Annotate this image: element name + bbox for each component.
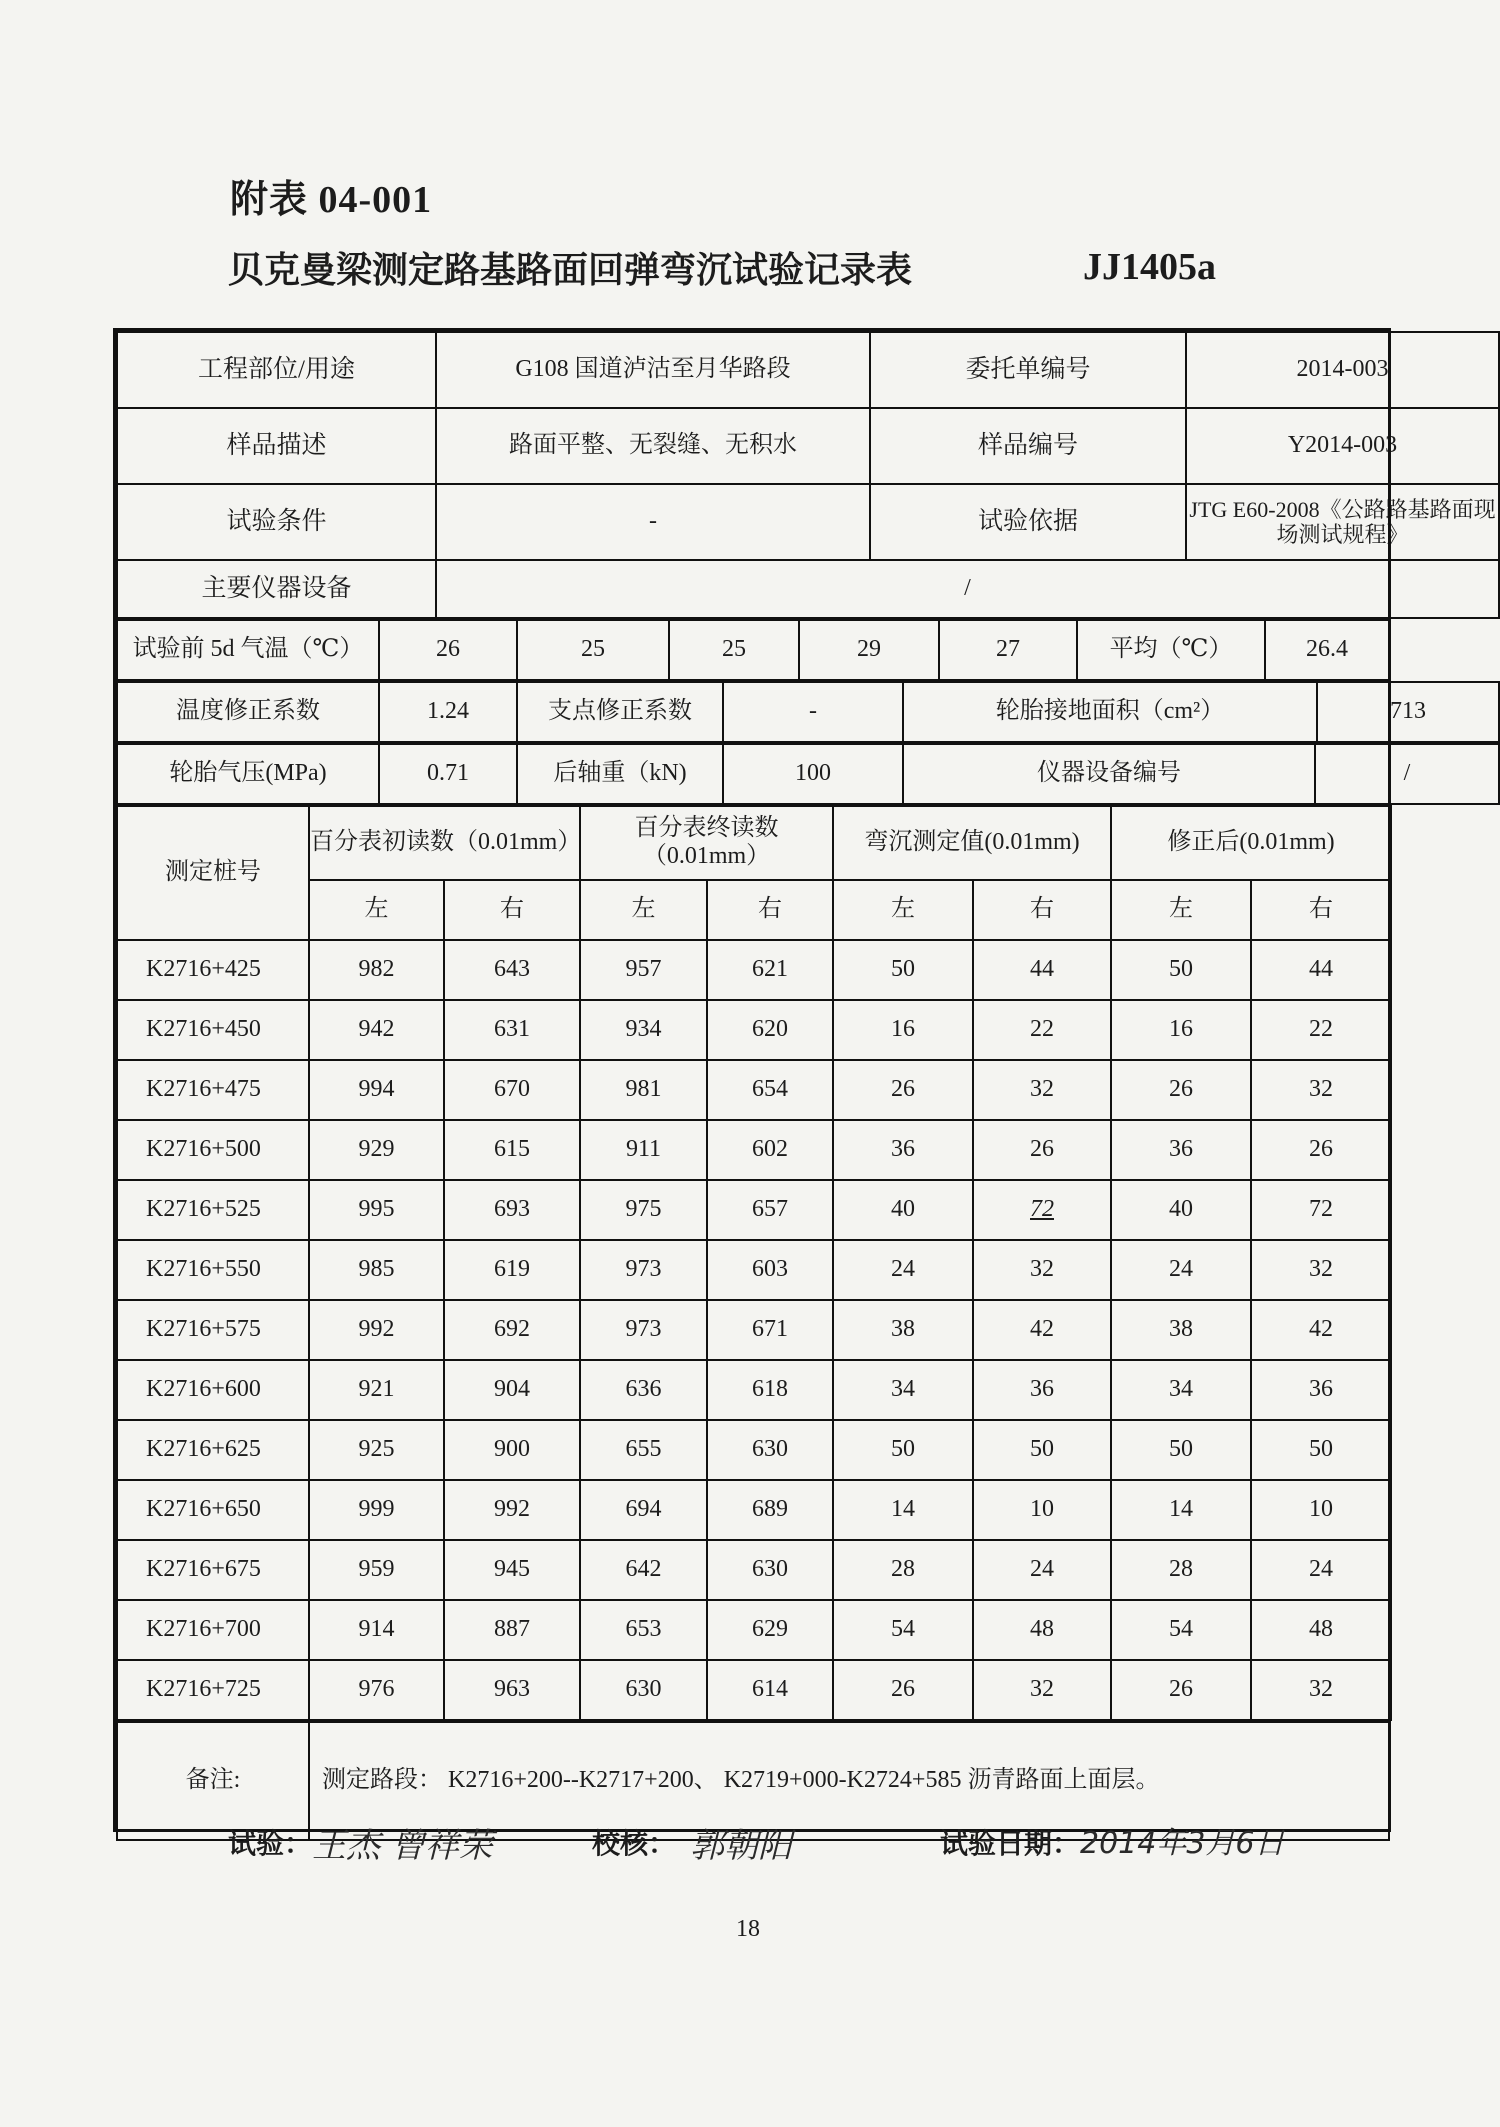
table-row (117, 1000, 1391, 1060)
deflection-left-cell: 36 (833, 1120, 973, 1180)
corrected-right-cell: 10 (1251, 1480, 1391, 1540)
info-row-condition (117, 484, 1499, 560)
coefficient-table (116, 681, 1500, 743)
left-header: 左 (1111, 880, 1251, 940)
initial-left-cell: 995 (309, 1180, 444, 1240)
stake-cell: K2716+475 (117, 1060, 309, 1120)
corrected-left-cell: 38 (1111, 1300, 1251, 1360)
deflection-left-cell: 54 (833, 1600, 973, 1660)
left-header: 左 (580, 880, 707, 940)
stake-cell: K2716+700 (117, 1600, 309, 1660)
document-title: 贝克曼梁测定路基路面回弹弯沉试验记录表 (228, 250, 913, 290)
corrected-right-cell: 24 (1251, 1540, 1391, 1600)
initial-right-cell: 992 (444, 1480, 580, 1540)
deflection-left-cell: 50 (833, 940, 973, 1000)
tire-pressure-value: 0.71 (379, 744, 517, 804)
avg-label: 平均（℃） (1077, 620, 1265, 680)
stake-cell: K2716+650 (117, 1480, 309, 1540)
final-left-cell: 957 (580, 940, 707, 1000)
support-coef-label: 支点修正系数 (517, 682, 723, 742)
deflection-right-cell: 42 (973, 1300, 1111, 1360)
deflection-right-cell: 48 (973, 1600, 1111, 1660)
deflection-right-cell: 26 (973, 1120, 1111, 1180)
deflection-left-cell: 26 (833, 1660, 973, 1720)
deflection-right-cell: 36 (973, 1360, 1111, 1420)
test-date: 2014年3月6日 (1080, 1826, 1285, 1861)
deflection-right-cell: 32 (973, 1660, 1111, 1720)
tire-pressure-label: 轮胎气压(MPa) (117, 744, 379, 804)
table-row (117, 1540, 1391, 1600)
temp-day-4: 29 (799, 620, 939, 680)
sample-desc-label: 样品描述 (117, 408, 436, 484)
corrected-right-cell: 42 (1251, 1300, 1391, 1360)
initial-reading-header: 百分表初读数（0.01mm） (309, 806, 580, 880)
right-header: 右 (1251, 880, 1391, 940)
temp-label: 试验前 5d 气温（℃） (117, 620, 379, 680)
final-left-cell: 636 (580, 1360, 707, 1420)
checker-signature: 郭朝阳 (690, 1826, 792, 1866)
condition-value: - (436, 484, 870, 560)
final-right-cell: 629 (707, 1600, 833, 1660)
corrected-right-cell: 44 (1251, 940, 1391, 1000)
initial-left-cell: 921 (309, 1360, 444, 1420)
corrected-header: 修正后(0.01mm) (1111, 806, 1391, 880)
tire-area-value: 713 (1317, 682, 1499, 742)
table-row (117, 1420, 1391, 1480)
deflection-left-cell: 38 (833, 1300, 973, 1360)
entrust-value: 2014-003 (1186, 332, 1499, 408)
final-left-cell: 981 (580, 1060, 707, 1120)
corrected-right-cell: 32 (1251, 1060, 1391, 1120)
deflection-header: 弯沉测定值(0.01mm) (833, 806, 1111, 880)
corrected-right-cell: 32 (1251, 1240, 1391, 1300)
corrected-right-cell: 48 (1251, 1600, 1391, 1660)
initial-left-cell: 929 (309, 1120, 444, 1180)
final-right-cell: 603 (707, 1240, 833, 1300)
final-right-cell: 630 (707, 1420, 833, 1480)
table-row (117, 1120, 1391, 1180)
coefficient-row (117, 682, 1499, 742)
deflection-left-cell: 34 (833, 1360, 973, 1420)
table-row (117, 1300, 1391, 1360)
sample-desc-value: 路面平整、无裂缝、无积水 (436, 408, 870, 484)
right-header: 右 (973, 880, 1111, 940)
final-right-cell: 689 (707, 1480, 833, 1540)
corrected-right-cell: 32 (1251, 1660, 1391, 1720)
deflection-right-cell: 10 (973, 1480, 1111, 1540)
initial-left-cell: 985 (309, 1240, 444, 1300)
basis-label: 试验依据 (870, 484, 1186, 560)
initial-right-cell: 619 (444, 1240, 580, 1300)
table-row (117, 1480, 1391, 1540)
deflection-left-cell: 50 (833, 1420, 973, 1480)
temperature-table (116, 619, 1390, 681)
final-left-cell: 694 (580, 1480, 707, 1540)
corrected-right-cell: 26 (1251, 1120, 1391, 1180)
initial-left-cell: 992 (309, 1300, 444, 1360)
final-right-cell: 618 (707, 1360, 833, 1420)
final-left-cell: 934 (580, 1000, 707, 1060)
corrected-right-cell: 72 (1251, 1180, 1391, 1240)
initial-left-cell: 982 (309, 940, 444, 1000)
final-left-cell: 975 (580, 1180, 707, 1240)
stake-header: 测定桩号 (117, 806, 309, 940)
initial-left-cell: 994 (309, 1060, 444, 1120)
corrected-left-cell: 36 (1111, 1120, 1251, 1180)
temp-day-2: 25 (517, 620, 669, 680)
corrected-left-cell: 16 (1111, 1000, 1251, 1060)
corrected-left-cell: 50 (1111, 940, 1251, 1000)
final-left-cell: 973 (580, 1300, 707, 1360)
temperature-row (117, 620, 1389, 680)
deflection-right-cell: 32 (973, 1060, 1111, 1120)
deflection-left-cell: 26 (833, 1060, 973, 1120)
avg-value: 26.4 (1265, 620, 1389, 680)
final-reading-header: 百分表终读数（0.01mm） (580, 806, 833, 880)
corrected-left-cell: 50 (1111, 1420, 1251, 1480)
axle-load-value: 100 (723, 744, 903, 804)
table-row (117, 1060, 1391, 1120)
initial-right-cell: 692 (444, 1300, 580, 1360)
corrected-left-cell: 34 (1111, 1360, 1251, 1420)
load-table (116, 743, 1500, 805)
info-row-sample (117, 408, 1499, 484)
final-left-cell: 653 (580, 1600, 707, 1660)
table-row (117, 940, 1391, 1000)
final-right-cell: 671 (707, 1300, 833, 1360)
initial-right-cell: 631 (444, 1000, 580, 1060)
device-no-value: / (1315, 744, 1499, 804)
stake-cell: K2716+425 (117, 940, 309, 1000)
axle-load-label: 后轴重（kN) (517, 744, 723, 804)
stake-cell: K2716+725 (117, 1660, 309, 1720)
right-header: 右 (707, 880, 833, 940)
tester-label: 试验： (228, 1829, 313, 1860)
right-header: 右 (444, 880, 580, 940)
deflection-right-cell: 24 (973, 1540, 1111, 1600)
tire-area-label: 轮胎接地面积（cm²） (903, 682, 1317, 742)
final-left-cell: 655 (580, 1420, 707, 1480)
equipment-value: / (436, 560, 1499, 618)
final-left-cell: 911 (580, 1120, 707, 1180)
initial-right-cell: 670 (444, 1060, 580, 1120)
deflection-right-cell: 44 (973, 940, 1111, 1000)
initial-right-cell: 904 (444, 1360, 580, 1420)
corrected-left-cell: 26 (1111, 1660, 1251, 1720)
corrected-left-cell: 14 (1111, 1480, 1251, 1540)
device-no-label: 仪器设备编号 (903, 744, 1315, 804)
final-right-cell: 630 (707, 1540, 833, 1600)
table-row (117, 1360, 1391, 1420)
header-row-1 (117, 806, 1391, 880)
initial-right-cell: 945 (444, 1540, 580, 1600)
corrected-right-cell: 50 (1251, 1420, 1391, 1480)
stake-cell: K2716+600 (117, 1360, 309, 1420)
page-number: 18 (736, 1916, 760, 1942)
final-right-cell: 621 (707, 940, 833, 1000)
final-right-cell: 620 (707, 1000, 833, 1060)
initial-right-cell: 615 (444, 1120, 580, 1180)
initial-left-cell: 942 (309, 1000, 444, 1060)
stake-cell: K2716+625 (117, 1420, 309, 1480)
initial-left-cell: 914 (309, 1600, 444, 1660)
load-row (117, 744, 1499, 804)
stake-cell: K2716+550 (117, 1240, 309, 1300)
entrust-label: 委托单编号 (870, 332, 1186, 408)
deflection-left-cell: 40 (833, 1180, 973, 1240)
final-left-cell: 630 (580, 1660, 707, 1720)
initial-right-cell: 693 (444, 1180, 580, 1240)
deflection-left-cell: 14 (833, 1480, 973, 1540)
table-row (117, 1660, 1391, 1720)
corrected-left-cell: 54 (1111, 1600, 1251, 1660)
project-label: 工程部位/用途 (117, 332, 436, 408)
deflection-right-cell: 32 (973, 1240, 1111, 1300)
initial-right-cell: 643 (444, 940, 580, 1000)
corrected-left-cell: 40 (1111, 1180, 1251, 1240)
measurement-table (116, 805, 1392, 1721)
initial-left-cell: 925 (309, 1420, 444, 1480)
checker-label: 校核： (592, 1829, 677, 1860)
form-code: JJ1405a (1083, 246, 1216, 288)
deflection-left-cell: 28 (833, 1540, 973, 1600)
deflection-right-cell: 22 (973, 1000, 1111, 1060)
stake-cell: K2716+450 (117, 1000, 309, 1060)
initial-right-cell: 887 (444, 1600, 580, 1660)
initial-right-cell: 963 (444, 1660, 580, 1720)
initial-left-cell: 999 (309, 1480, 444, 1540)
temp-coef-label: 温度修正系数 (117, 682, 379, 742)
final-right-cell: 602 (707, 1120, 833, 1180)
deflection-right-cell: 72 (973, 1180, 1111, 1240)
temp-day-1: 26 (379, 620, 517, 680)
left-header: 左 (309, 880, 444, 940)
table-row (117, 1180, 1391, 1240)
initial-right-cell: 900 (444, 1420, 580, 1480)
corrected-left-cell: 24 (1111, 1240, 1251, 1300)
info-table (116, 331, 1500, 619)
initial-left-cell: 976 (309, 1660, 444, 1720)
project-value: G108 国道泸沽至月华路段 (436, 332, 870, 408)
deflection-left-cell: 24 (833, 1240, 973, 1300)
table-row (117, 1600, 1391, 1660)
record-table (116, 331, 1496, 1829)
final-left-cell: 642 (580, 1540, 707, 1600)
stake-cell: K2716+675 (117, 1540, 309, 1600)
basis-value: JTG E60-2008《公路路基路面现场测试规程》 (1186, 484, 1499, 560)
title-row (228, 242, 1228, 293)
info-row-project (117, 332, 1499, 408)
corrected-left-cell: 26 (1111, 1060, 1251, 1120)
final-right-cell: 654 (707, 1060, 833, 1120)
temp-day-5: 27 (939, 620, 1077, 680)
remark-text: 测定路段： K2716+200--K2717+200、 K2719+000-K2724+585 沥青路面上面层。 (309, 1722, 1389, 1840)
stake-cell: K2716+525 (117, 1180, 309, 1240)
corrected-left-cell: 28 (1111, 1540, 1251, 1600)
final-right-cell: 657 (707, 1180, 833, 1240)
initial-left-cell: 959 (309, 1540, 444, 1600)
stake-cell: K2716+500 (117, 1120, 309, 1180)
final-left-cell: 973 (580, 1240, 707, 1300)
data-rows (117, 940, 1391, 1720)
remark-label: 备注: (117, 1722, 309, 1840)
deflection-right-cell: 50 (973, 1420, 1111, 1480)
table-row (117, 1240, 1391, 1300)
sample-no-label: 样品编号 (870, 408, 1186, 484)
info-row-equipment (117, 560, 1499, 618)
corrected-right-cell: 22 (1251, 1000, 1391, 1060)
annex-number: 附表 04-001 (230, 179, 433, 221)
corrected-right-cell: 36 (1251, 1360, 1391, 1420)
stake-cell: K2716+575 (117, 1300, 309, 1360)
left-header: 左 (833, 880, 973, 940)
tester-signature: 王杰 曾祥荣 (312, 1826, 493, 1866)
temp-day-3: 25 (669, 620, 799, 680)
deflection-left-cell: 16 (833, 1000, 973, 1060)
condition-label: 试验条件 (117, 484, 436, 560)
sample-no-value: Y2014-003 (1186, 408, 1499, 484)
equipment-label: 主要仪器设备 (117, 560, 436, 618)
support-coef-value: - (723, 682, 903, 742)
final-right-cell: 614 (707, 1660, 833, 1720)
temp-coef-value: 1.24 (379, 682, 517, 742)
header-row-2 (117, 880, 1391, 940)
date-label: 试验日期： (940, 1829, 1081, 1860)
